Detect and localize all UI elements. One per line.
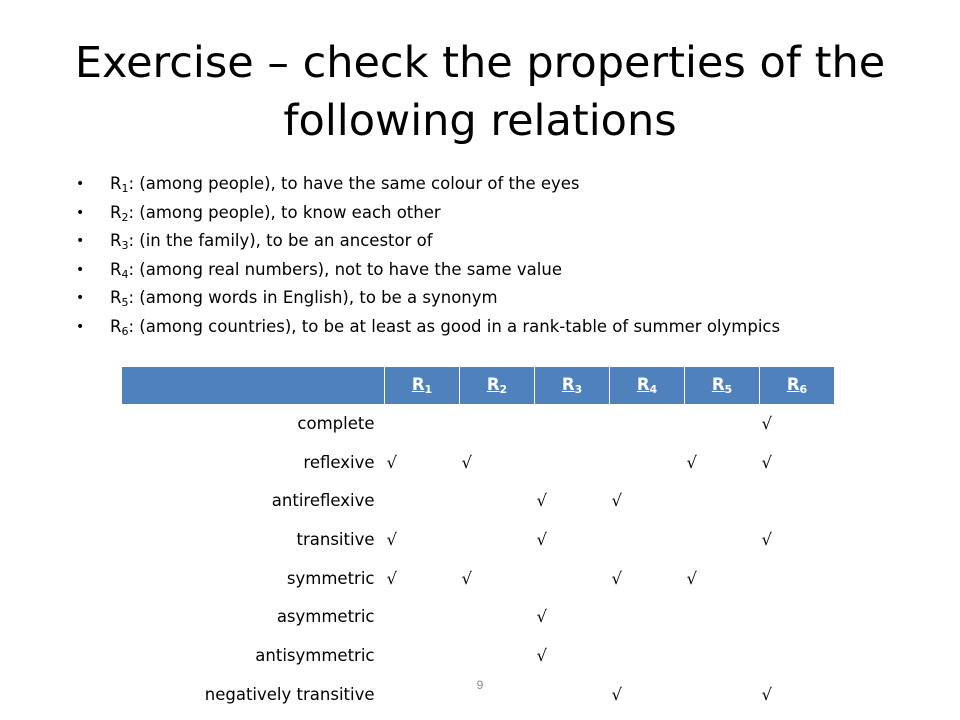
column-header-r3: $R_3$ (535, 367, 610, 404)
relation-description: : (among people), to have the same colour of the eyes (128, 174, 580, 193)
check-cell (460, 520, 535, 559)
check-cell: √ (611, 684, 623, 704)
bullet-icon: • (76, 290, 85, 307)
check-cell (535, 443, 610, 482)
relation-description: : (in the family), to be an ancestor of (128, 231, 433, 251)
slide-title-line-1: Exercise – check the properties of the (74, 38, 886, 88)
check-cell: √ (536, 607, 548, 627)
check-cell: √ (761, 452, 773, 472)
table-row (122, 443, 834, 482)
bullet-icon: • (76, 233, 85, 250)
check-cell (610, 443, 685, 482)
relation-index: 3 (121, 239, 129, 253)
check-cell (385, 481, 460, 520)
column-header-r2: $R_2$ (460, 367, 535, 404)
relation-item (76, 170, 780, 199)
check-cell: √ (761, 529, 773, 549)
check-cell (460, 404, 535, 443)
relation-description: : (among people), to know each other (128, 202, 441, 222)
check-cell (535, 404, 610, 443)
column-header-r5: $R_5$ (685, 367, 760, 404)
relation-index: 1 (121, 182, 129, 195)
relation-symbol: R (110, 231, 122, 251)
properties-table (122, 367, 834, 714)
check-cell (685, 636, 760, 675)
relation-index: 4 (121, 267, 129, 281)
relation-description: : (among real numbers), not to have the same value (128, 259, 562, 279)
check-cell: √ (386, 452, 398, 472)
property-label: symmetric (286, 568, 375, 588)
relation-index: 5 (121, 296, 129, 310)
property-label: negatively transitive (204, 684, 375, 704)
column-header-r4: $R_4$ (610, 367, 685, 404)
relation-symbol: R (110, 259, 122, 279)
relation-description: : (among words in English), to be a synonym (128, 288, 498, 308)
table-row (122, 559, 834, 598)
check-cell: √ (536, 491, 548, 511)
check-cell (610, 520, 685, 559)
property-label: asymmetric (276, 607, 375, 627)
check-cell (685, 481, 760, 520)
check-cell (460, 636, 535, 675)
check-cell: √ (386, 568, 398, 588)
relation-index: 2 (121, 210, 129, 224)
page-number: 9 (476, 678, 484, 692)
relations-list (76, 170, 780, 342)
check-cell: √ (686, 568, 698, 588)
check-cell: √ (611, 491, 623, 511)
relation-symbol: R (110, 174, 122, 193)
column-header-r1: $R_1$ (385, 367, 460, 404)
relation-item (76, 284, 780, 313)
check-cell (460, 597, 535, 636)
table-row (122, 636, 834, 675)
check-cell (760, 481, 835, 520)
check-cell (385, 404, 460, 443)
check-cell (685, 597, 760, 636)
check-cell (460, 481, 535, 520)
property-label: transitive (296, 529, 375, 549)
check-cell (610, 597, 685, 636)
check-cell (760, 559, 835, 598)
check-cell (760, 636, 835, 675)
check-cell: √ (536, 645, 548, 665)
slide-title-line-2: following relations (283, 96, 677, 146)
table-row (122, 597, 834, 636)
property-label: antisymmetric (255, 645, 375, 665)
check-cell (610, 636, 685, 675)
header-corner-cell (122, 367, 385, 404)
check-cell: √ (386, 529, 398, 549)
check-cell: √ (461, 568, 473, 588)
check-cell (610, 404, 685, 443)
table-row (122, 520, 834, 559)
relation-description: : (among countries), to be at least as good in a rank-table of summer olympics (128, 316, 781, 336)
check-cell (385, 597, 460, 636)
relation-item (76, 256, 780, 285)
check-cell: √ (461, 452, 473, 472)
relation-symbol: R (110, 202, 122, 222)
relation-symbol: R (110, 288, 122, 308)
relation-item (76, 313, 780, 342)
relation-index: 6 (121, 324, 129, 338)
bullet-icon: • (76, 261, 85, 278)
property-label: antireflexive (271, 491, 375, 511)
table-row (122, 481, 834, 520)
check-cell: √ (761, 413, 773, 433)
relation-item (76, 227, 780, 256)
slide-title (40, 34, 920, 150)
check-cell: √ (536, 529, 548, 549)
bullet-icon: • (76, 204, 85, 221)
check-cell (385, 636, 460, 675)
check-cell (535, 559, 610, 598)
column-header-r6: $R_6$ (760, 367, 835, 404)
bullet-icon: • (76, 318, 85, 335)
check-cell (685, 520, 760, 559)
bullet-icon: • (76, 176, 85, 192)
relation-item (76, 199, 780, 228)
property-label: reflexive (303, 452, 375, 472)
property-label: complete (297, 413, 375, 433)
check-cell: √ (686, 452, 698, 472)
relation-symbol: R (110, 316, 122, 336)
check-cell: √ (611, 568, 623, 588)
check-cell (760, 597, 835, 636)
table-header-row (122, 367, 834, 404)
check-cell (685, 404, 760, 443)
check-cell: √ (761, 684, 773, 704)
table-row (122, 404, 834, 443)
